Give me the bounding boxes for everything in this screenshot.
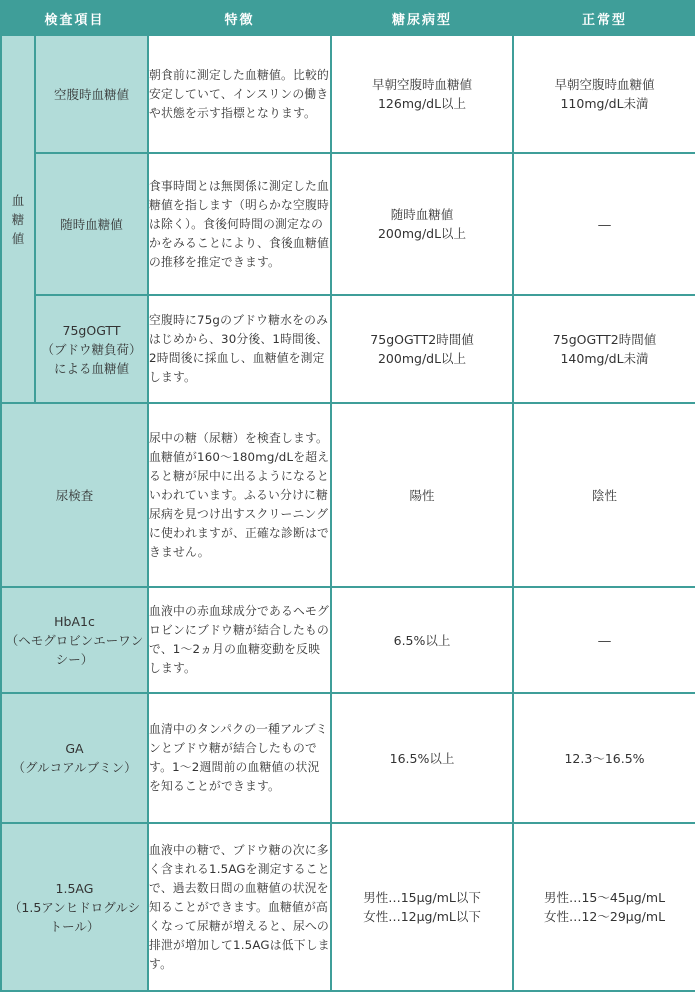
table-row [1, 823, 695, 991]
normal-value: ― [513, 153, 695, 295]
test-name: HbA1c （ヘモグロビンエーワン シー） [1, 587, 148, 693]
test-name: GA （グルコアルブミン） [1, 693, 148, 823]
test-name: 75gOGTT （ブドウ糖負荷） による血糖値 [35, 295, 148, 403]
test-feature: 食事時間とは無関係に測定した血糖値を指します（明らかな空腹時は除く）。食後何時間の測定なのかをみることにより、食後血糖値の推移を推定できます。 [148, 153, 331, 295]
diabetic-value: 6.5%以上 [331, 587, 513, 693]
test-name: 随時血糖値 [35, 153, 148, 295]
header-normal: 正常型 [513, 1, 695, 35]
test-feature: 血清中のタンパクの一種アルブミンとブドウ糖が結合したものです。1〜2週間前の血糖値の状況を知ることができます。 [148, 693, 331, 823]
diabetic-value: 75gOGTT2時間値 200mg/dL以上 [331, 295, 513, 403]
table-row [1, 153, 695, 295]
header-diabetic: 糖尿病型 [331, 1, 513, 35]
test-name: 空腹時血糖値 [35, 35, 148, 153]
normal-value: 陰性 [513, 403, 695, 587]
table-row [1, 403, 695, 587]
test-feature: 朝食前に測定した血糖値。比較的安定していて、インスリンの働きや状態を示す指標となります。 [148, 35, 331, 153]
diabetic-value: 随時血糖値 200mg/dL以上 [331, 153, 513, 295]
table-row [1, 693, 695, 823]
group-label: 血糖値 [11, 192, 25, 246]
test-feature: 血液中の糖で、ブドウ糖の次に多く含まれる1.5AGを測定することで、過去数日間の血糖値の状況を知ることができます。血糖値が高くなって尿糖が増えると、尿への排泄が増加して1.5AGは低下します。 [148, 823, 331, 991]
diabetic-value: 早朝空腹時血糖値 126mg/dL以上 [331, 35, 513, 153]
diabetic-value: 16.5%以上 [331, 693, 513, 823]
table-row [1, 35, 695, 153]
header-item: 検査項目 [1, 1, 148, 35]
diabetic-value: 男性…15μg/mL以下 女性…12μg/mL以下 [331, 823, 513, 991]
normal-value: 12.3〜16.5% [513, 693, 695, 823]
normal-value: ― [513, 587, 695, 693]
test-feature: 尿中の糖（尿糖）を検査します。血糖値が160〜180mg/dLを超えると糖が尿中に出るようになるといわれています。ふるい分けに糖尿病を見つけ出すスクリーニングに使われますが、正確な診断はできません。 [148, 403, 331, 587]
normal-value: 男性…15〜45μg/mL 女性…12〜29μg/mL [513, 823, 695, 991]
table-row [1, 587, 695, 693]
group-label-cell [1, 35, 35, 403]
test-name: 1.5AG （1.5アンヒドログルシ トール） [1, 823, 148, 991]
test-name: 尿検査 [1, 403, 148, 587]
normal-value: 早朝空腹時血糖値 110mg/dL未満 [513, 35, 695, 153]
normal-value: 75gOGTT2時間値 140mg/dL未満 [513, 295, 695, 403]
test-feature: 血液中の赤血球成分であるヘモグロビンにブドウ糖が結合したもので、1〜2ヵ月の血糖変動を反映します。 [148, 587, 331, 693]
header-row [1, 1, 695, 35]
header-feature: 特徴 [148, 1, 331, 35]
diabetic-value: 陽性 [331, 403, 513, 587]
test-feature: 空腹時に75gのブドウ糖水をのみはじめから、30分後、1時間後、2時間後に採血し、血糖値を測定します。 [148, 295, 331, 403]
table-row [1, 295, 695, 403]
